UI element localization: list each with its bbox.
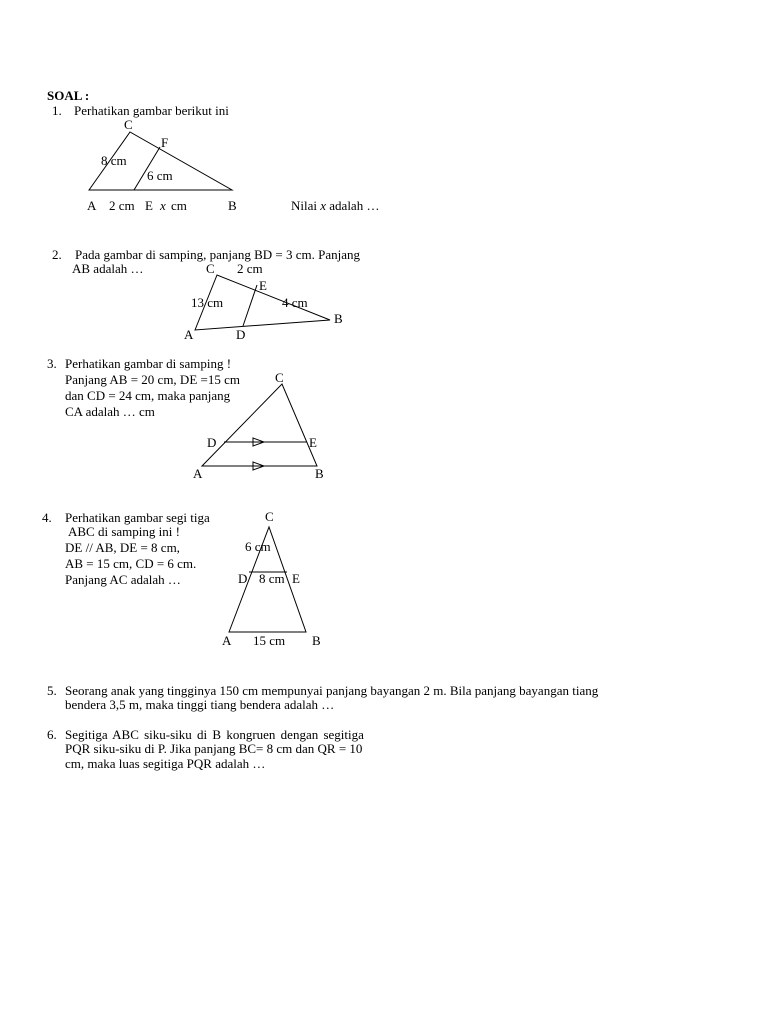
q1-number: 1. — [52, 103, 62, 118]
q2-label-d: D — [236, 327, 246, 342]
q1-label-x: x — [160, 198, 166, 213]
q4-line5: Panjang AC adalah … — [65, 572, 181, 587]
q2-line1: Pada gambar di samping, panjang BD = 3 cm. Panjang — [75, 247, 360, 262]
q3-label-b: B — [315, 466, 324, 481]
q2-label-ce: 2 cm — [237, 261, 263, 276]
q3-line2: Panjang AB = 20 cm, DE =15 cm — [65, 372, 240, 387]
q1-label-e: E — [145, 198, 153, 213]
q5-line1: Seorang anak yang tingginya 150 cm mempunyai panjang bayangan 2 m. Bila panjang bayangan tiang — [65, 683, 599, 698]
q1-ask-prefix: Nilai — [291, 198, 321, 213]
q3-line4: CA adalah … cm — [65, 404, 155, 419]
q5-number: 5. — [47, 683, 57, 698]
q1-label-b: B — [228, 198, 237, 213]
q3-label-d: D — [207, 435, 217, 450]
worksheet-heading: SOAL : — [47, 88, 90, 103]
q3-label-c: C — [275, 370, 284, 385]
q1-label-eb-unit: cm — [171, 198, 187, 213]
q5-line2: bendera 3,5 m, maka tinggi tiang bendera adalah … — [65, 697, 335, 712]
q2-label-ac: 13 cm — [191, 295, 224, 310]
q3-label-a: A — [193, 466, 203, 481]
q4-label-a: A — [222, 633, 232, 648]
q1-label-ac: 8 cm — [101, 153, 127, 168]
q1-ask-variable: x — [320, 198, 327, 213]
q1-label-a: A — [87, 198, 97, 213]
q4-number: 4. — [42, 510, 52, 525]
q2-number: 2. — [52, 247, 62, 262]
q4-line2: ABC di samping ini ! — [68, 524, 180, 539]
q4-line1: Perhatikan gambar segi tiga — [65, 510, 210, 525]
q2-label-b: B — [334, 311, 343, 326]
q2-line2: AB adalah … — [72, 261, 144, 276]
q2-label-e: E — [259, 278, 267, 293]
q3-label-e: E — [309, 435, 317, 450]
q4-label-c: C — [265, 509, 274, 524]
q4-label-b: B — [312, 633, 321, 648]
q2-label-eb: 4 cm — [282, 295, 308, 310]
q3-number: 3. — [47, 356, 57, 371]
q6-line3: cm, maka luas segitiga PQR adalah … — [65, 756, 266, 771]
q3-line1: Perhatikan gambar di samping ! — [65, 356, 232, 371]
q4-line4: AB = 15 cm, CD = 6 cm. — [65, 556, 197, 571]
q2-label-a: A — [184, 327, 194, 342]
q4-label-de: 8 cm — [259, 571, 285, 586]
q4-label-e: E — [292, 571, 300, 586]
q3-line3: dan CD = 24 cm, maka panjang — [65, 388, 231, 403]
q4-label-cd: 6 cm — [245, 539, 271, 554]
q6-line1: Segitiga ABC siku-siku di B kongruen dengan segitiga — [65, 727, 364, 742]
q6-line2: PQR siku-siku di P. Jika panjang BC= 8 cm dan QR = 10 — [65, 741, 363, 756]
q1-label-f: F — [161, 135, 169, 150]
q2-label-c: C — [206, 261, 215, 276]
q4-line3: DE // AB, DE = 8 cm, — [65, 540, 180, 555]
q1-label-ae: 2 cm — [109, 198, 135, 213]
q1-ask-suffix: adalah … — [326, 198, 380, 213]
q4-label-d: D — [238, 571, 248, 586]
q1-text: Perhatikan gambar berikut ini — [74, 103, 229, 118]
q4-label-ab: 15 cm — [253, 633, 286, 648]
q6-number: 6. — [47, 727, 57, 742]
q1-label-ef: 6 cm — [147, 168, 173, 183]
q1-label-c: C — [124, 117, 133, 132]
